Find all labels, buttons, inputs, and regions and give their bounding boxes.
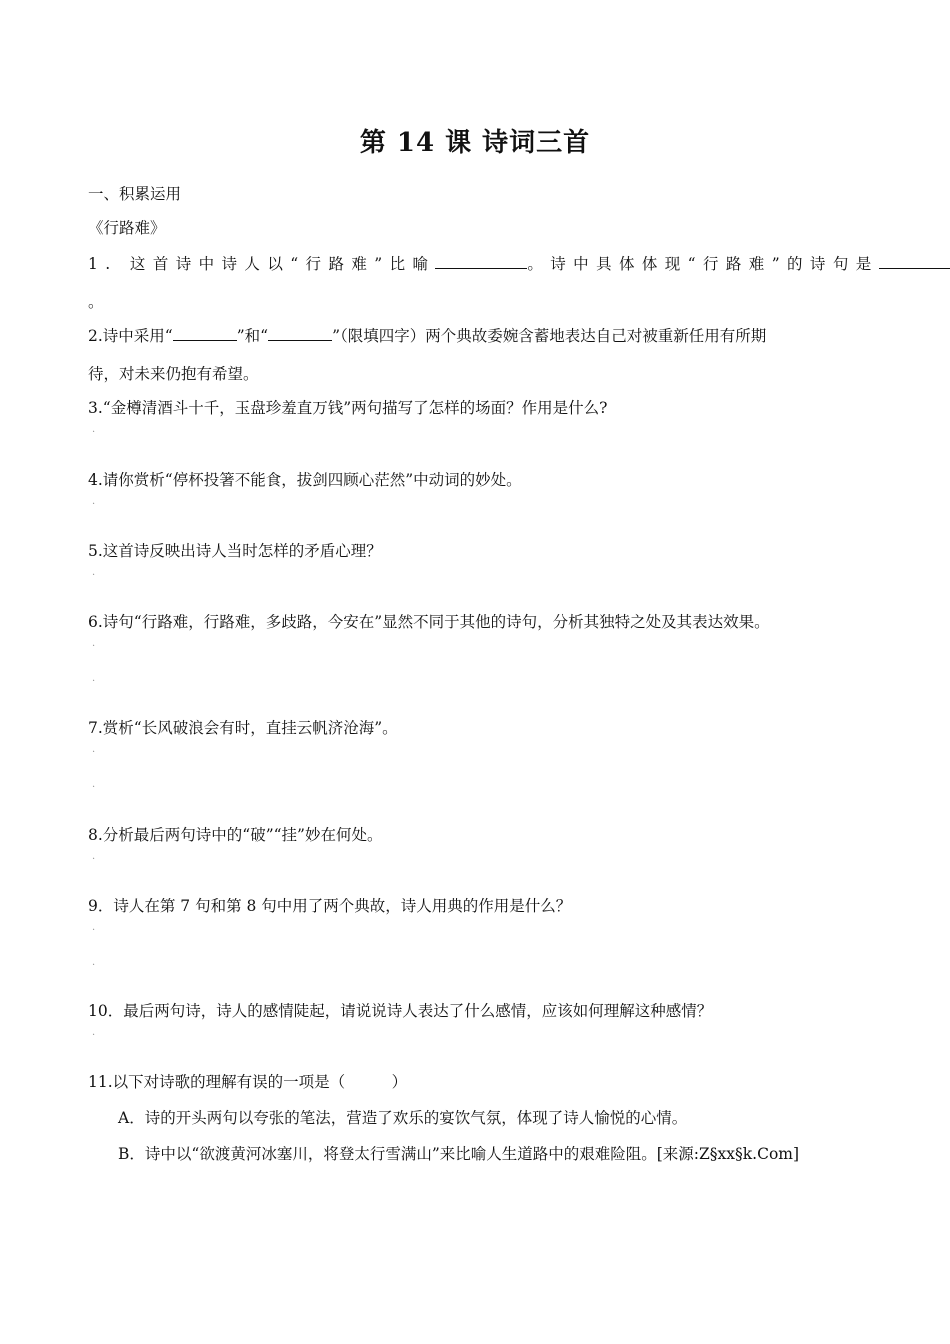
answer-space: · <box>92 747 96 758</box>
question-5: 5.这首诗反映出诗人当时怎样的矛盾心理？ <box>88 542 382 560</box>
question-1 <box>88 254 950 274</box>
question-9: 9．诗人在第 7 句和第 8 句中用了两个典故，诗人用典的作用是什么？ <box>88 897 572 915</box>
question-2-line2: 待，对未来仍抱有希望。 <box>88 365 259 383</box>
question-2 <box>88 326 766 346</box>
page-title: 第 14 课 诗词三首 <box>359 128 591 158</box>
section-heading: 一、积累运用 <box>88 185 182 203</box>
question-2-text-a: 2.诗中采用“ <box>88 327 173 345</box>
answer-blank-2[interactable] <box>879 254 950 269</box>
option-b[interactable]: B．诗中以“欲渡黄河冰塞川，将登太行雪满山”来比喻人生道路中的艰难险阻。[来源:Z§xx§k.Com] <box>118 1145 800 1163</box>
question-4: 4.请你赏析“停杯投箸不能食，拔剑四顾心茫然”中动词的妙处。 <box>88 471 522 489</box>
question-2-text-c: ”（限填四字）两个典故委婉含蓄地表达自己对被重新任用有所期 <box>332 327 767 345</box>
answer-space: · <box>92 499 96 510</box>
answer-space: · <box>92 782 96 793</box>
answer-blank-3[interactable] <box>173 326 237 341</box>
question-3: 3.“金樽清酒斗十千，玉盘珍羞直万钱”两句描写了怎样的场面？作用是什么? <box>88 399 608 417</box>
option-a[interactable]: A．诗的开头两句以夸张的笔法，营造了欢乐的宴饮气氛，体现了诗人愉悦的心情。 <box>118 1109 688 1127</box>
answer-blank-4[interactable] <box>268 326 332 341</box>
answer-space: · <box>92 676 96 687</box>
poem-title: 《行路难》 <box>88 219 166 237</box>
question-11: 11.以下对诗歌的理解有误的一项是（ ） <box>88 1073 408 1091</box>
answer-blank-1[interactable] <box>435 254 527 269</box>
question-1-text-b: 。诗中具体体现“行路难”的诗句是 <box>527 255 879 273</box>
answer-space: · <box>92 854 96 865</box>
answer-space: · <box>92 925 96 936</box>
answer-space: · <box>92 1030 96 1041</box>
answer-space: · <box>92 641 96 652</box>
question-10: 10．最后两句诗，诗人的感情陡起，请说说诗人表达了什么感情，应该如何理解这种感情？ <box>88 1002 713 1020</box>
question-6: 6.诗句“行路难，行路难，多歧路，今安在”显然不同于其他的诗句，分析其独特之处及其表达效果。 <box>88 613 770 631</box>
question-8: 8.分析最后两句诗中的“破”“挂”妙在何处。 <box>88 826 383 844</box>
question-1-text-a: 1. 这首诗中诗人以“行路难”比喻 <box>88 255 436 273</box>
answer-space: · <box>92 570 96 581</box>
question-1-end: 。 <box>88 293 104 311</box>
answer-space: · <box>92 960 96 971</box>
question-7: 7.赏析“长风破浪会有时，直挂云帆济沧海”。 <box>88 719 398 737</box>
question-2-text-b: ”和“ <box>236 327 269 345</box>
answer-space: · <box>92 427 96 438</box>
